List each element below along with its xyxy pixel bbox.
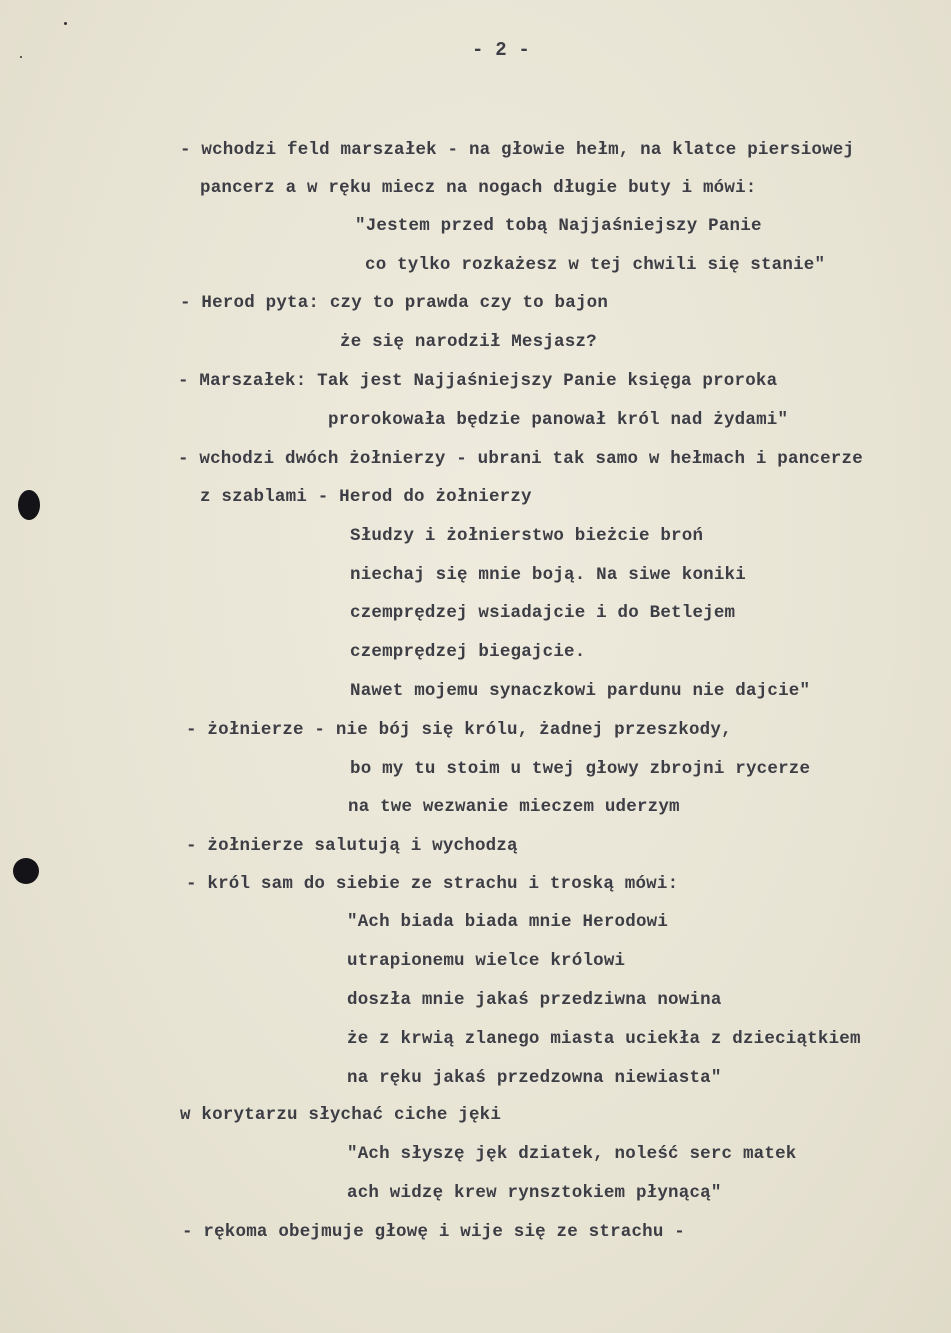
text-line-14: czemprędzej biegajcie.	[350, 642, 586, 662]
text-line-28: ach widzę krew rynsztokiem płynącą"	[347, 1183, 722, 1203]
paper-speck	[20, 56, 22, 58]
text-line-29: - rękoma obejmuje głowę i wije się ze strachu -	[182, 1222, 685, 1242]
text-line-1: - wchodzi feld marszałek - na głowie hełm, na klatce piersiowej	[180, 140, 855, 160]
page-number: - 2 -	[472, 39, 531, 61]
text-line-9: - wchodzi dwóch żołnierzy - ubrani tak samo w hełmach i pancerze	[178, 449, 863, 469]
text-line-10: z szablami - Herod do żołnierzy	[200, 487, 532, 507]
punch-hole-bottom	[13, 858, 39, 884]
text-line-5: - Herod pyta: czy to prawda czy to bajon	[180, 293, 609, 313]
text-line-27: "Ach słyszę jęk dziatek, noleść serc matek	[347, 1144, 797, 1164]
text-line-15: Nawet mojemu synaczkowi pardunu nie dajcie"	[350, 681, 811, 701]
text-line-25: na ręku jakaś przedzowna niewiasta"	[347, 1068, 722, 1088]
text-line-24: że z krwią zlanego miasta uciekła z dzieciątkiem	[347, 1029, 861, 1049]
text-line-2: pancerz a w ręku miecz na nogach długie buty i mówi:	[200, 178, 757, 198]
text-line-26: w korytarzu słychać ciche jęki	[180, 1105, 502, 1125]
text-line-3: "Jestem przed tobą Najjaśniejszy Panie	[355, 216, 762, 236]
text-line-4: co tylko rozkażesz w tej chwili się stanie"	[365, 255, 826, 275]
text-line-19: - żołnierze salutują i wychodzą	[186, 836, 518, 856]
text-line-11: Słudzy i żołnierstwo bieżcie broń	[350, 526, 704, 546]
text-line-12: niechaj się mnie boją. Na siwe koniki	[350, 565, 746, 585]
punch-hole-top	[18, 490, 40, 520]
text-line-8: prorokowała będzie panował król nad żydami"	[328, 410, 789, 430]
text-line-22: utrapionemu wielce królowi	[347, 951, 626, 971]
text-line-23: doszła mnie jakaś przedziwna nowina	[347, 990, 722, 1010]
text-line-13: czemprędzej wsiadajcie i do Betlejem	[350, 603, 736, 623]
text-line-16: - żołnierze - nie bój się królu, żadnej przeszkody,	[186, 720, 732, 740]
text-line-18: na twe wezwanie mieczem uderzym	[348, 797, 680, 817]
text-line-20: - król sam do siebie ze strachu i troską mówi:	[186, 874, 679, 894]
text-line-17: bo my tu stoim u twej głowy zbrojni rycerze	[350, 759, 811, 779]
text-line-21: "Ach biada biada mnie Herodowi	[347, 912, 669, 932]
text-line-7: - Marszałek: Tak jest Najjaśniejszy Panie księga proroka	[178, 371, 778, 391]
text-line-6: że się narodził Mesjasz?	[340, 332, 597, 352]
paper-speck	[64, 22, 67, 25]
